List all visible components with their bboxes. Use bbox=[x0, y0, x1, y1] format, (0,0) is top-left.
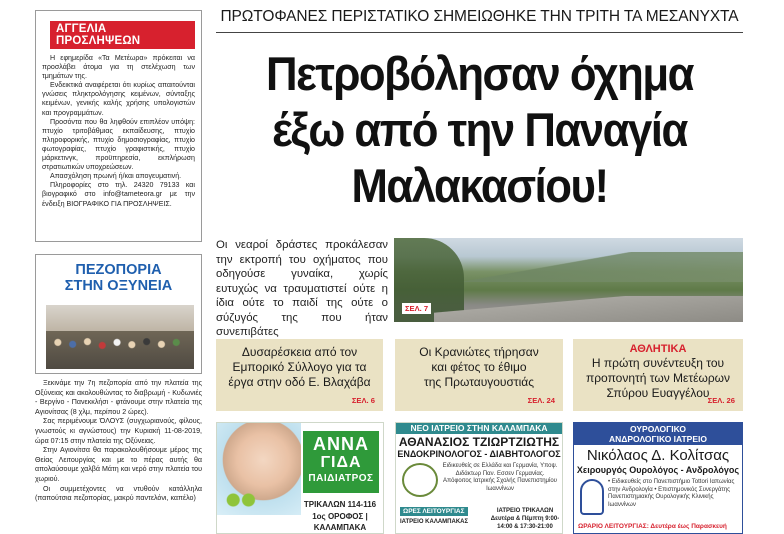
photo-page-ref: ΣΕΛ. 7 bbox=[402, 303, 431, 314]
uro-banner-line: ΟΥΡΟΛΟΓΙΚΟ bbox=[630, 424, 686, 434]
teaser-page-ref: ΣΕΛ. 6 bbox=[351, 396, 375, 405]
pediatrician-name-block bbox=[303, 431, 379, 493]
hike-title bbox=[36, 262, 201, 294]
photo-road bbox=[434, 296, 743, 322]
uro-doctor-name: Νικόλαος Δ. Κολίτσας bbox=[586, 447, 730, 464]
uro-credentials: • Ειδικευθείς στο Πανεπιστήμιο Tottori Ιαπωνίας στην Ανδρολογία • Επιστημονικός Συνεργάτης Πανεπιστημιακής Ουρολογικής Κλινικής Ιωαννίνων bbox=[608, 479, 735, 508]
teaser-line: Οι Κρανιώτες τήρησαν bbox=[419, 345, 539, 359]
headline-line: Μαλακασίου! bbox=[351, 159, 608, 212]
jobs-paragraph: Απασχόληση πρωινή ή/και απογευματινή. bbox=[50, 172, 182, 181]
jobs-paragraph: Ενδεικτικά αναφέρεται ότι κυρίως απαιτούνται γνώσεις πληκτρολόγησης κειμένων, σύνταξης κειμένων, γενικής καλής χρήσης υπολογιστών και προγραμμάτων. bbox=[42, 81, 195, 117]
teaser-line: Σπύρου Ευαγγέλου bbox=[606, 386, 710, 400]
teaser-sports[interactable] bbox=[573, 339, 743, 411]
jobs-notice-title: ΑΓΓΕΛΙΑ ΠΡΟΣΛΗΨΕΩΝ bbox=[50, 21, 195, 49]
hike-article-box bbox=[35, 254, 202, 374]
uro-hours: ΩΡΑΡΙΟ ΛΕΙΤΟΥΡΓΙΑΣ: Δευτέρα έως Παρασκευή bbox=[578, 523, 727, 530]
uro-banner bbox=[574, 423, 742, 445]
teaser-page-ref: ΣΕΛ. 24 bbox=[527, 396, 555, 405]
uro-banner-line: ΑΝΔΡΟΛΟΓΙΚΟ ΙΑΤΡΕΙΟ bbox=[609, 434, 707, 444]
uro-emblem-icon bbox=[580, 479, 604, 515]
endo-office-kalampaka: ΙΑΤΡΕΙΟ ΚΑΛΑΜΠΑΚΑΣ bbox=[400, 519, 469, 525]
hike-title-line: ΣΤΗΝ ΟΞΥΝΕΙΑ bbox=[64, 278, 173, 294]
pediatrician-title: ΠΑΙΔΙΑΤΡΟΣ bbox=[308, 473, 374, 484]
teaser-line: και φέτος το έθιμο bbox=[431, 360, 527, 374]
hike-group-photo bbox=[46, 305, 194, 369]
headline-line: Πετροβόλησαν όχημα bbox=[266, 47, 693, 100]
hike-paragraph: Στην Αγιονίτσα θα παρακολουθήσουμε μέρος της Θείας Λειτουργίας και με το πέρας αυτής θα απολαύσουμε χαλβά Μάτη και νερό στην πλατεία του χωριού. bbox=[35, 446, 202, 483]
teaser-section-label: ΑΘΛΗΤΙΚΑ bbox=[629, 343, 687, 355]
jobs-paragraph: Πληροφορίες στο τηλ. 24320 79133 και βιογραφικό στο info@tameteora.gr με την ένδειξη ΒΙΟΓΡΑΦΙΚΟ ΓΙΑ ΠΡΟΣΛΗΨΕΙΣ. bbox=[42, 181, 195, 208]
headline-line: έξω από την Παναγία bbox=[272, 103, 687, 156]
hike-article-text bbox=[35, 379, 202, 504]
pediatrician-address: ΤΡΙΚΑΛΩΝ 114-116 bbox=[303, 500, 377, 509]
endo-specialty: ΕΝΔΟΚΡΙΝΟΛΟΓΟΣ - ΔΙΑΒΗΤΟΛΟΓΟΣ bbox=[397, 449, 561, 459]
uro-specialty: Χειρουργός Ουρολόγος - Ανδρολόγος bbox=[576, 465, 740, 475]
teaser-line: της Πρωταυγουστιάς bbox=[423, 375, 535, 389]
teaser-line: Δυσαρέσκεια από τον bbox=[241, 345, 358, 359]
pediatrician-floor: 1ος ΟΡΟΦΟΣ | ΚΑΛΑΜΠΑΚΑ bbox=[312, 512, 368, 532]
story-kicker: ΠΡΩΤΟΦΑΝΕΣ ΠΕΡΙΣΤΑΤΙΚΟ ΣΗΜΕΙΩΘΗΚΕ ΤΗΝ ΤΡΙΤΗ ΤΑ ΜΕΣΑΝΥΧΤΑ bbox=[220, 8, 739, 25]
endo-logo-icon bbox=[402, 463, 438, 497]
hike-paragraph: Σας περιμένουμε ΌΛΟΥΣ (συγχωριανούς, φίλους, γνωστούς κι αγνώστους) την Κυριακή 11-08-2019, ώρα 07:15 στην πλατεία της Οξύνειας. bbox=[35, 417, 202, 445]
teaser-line: έργα στην οδό Ε. Βλαχάβα bbox=[228, 375, 371, 389]
ad-pediatrician[interactable] bbox=[216, 422, 384, 534]
hike-title-line: ΠΕΖΟΠΟΡΙΑ bbox=[75, 262, 162, 278]
hike-paragraph: Ξεκινάμε την 7η πεζοπορία από την πλατεία της Οξύνειας και ακολουθώντας το διαβρωμή - Κυδωνιές - Βεργίνο - Πανεκκλήσι - φτάνουμε στην πλατεία της Αγιονίτσας (8 χλμ, περίπου 2 ώρες). bbox=[35, 379, 202, 416]
flower-logo-icon bbox=[223, 491, 257, 509]
main-headline[interactable] bbox=[234, 46, 724, 214]
teaser-line: Η πρώτη συνέντευξη του bbox=[591, 356, 725, 370]
endo-hours-label: ΩΡΕΣ ΛΕΙΤΟΥΡΓΙΑΣ bbox=[400, 507, 468, 516]
endo-banner: ΝΕΟ ΙΑΤΡΕΙΟ ΣΤΗΝ ΚΑΛΑΜΠΑΚΑ bbox=[396, 423, 562, 434]
endo-office-trikala: ΙΑΤΡΕΙΟ ΤΡΙΚΑΛΩΝ Δευτέρα & Πέμπτη 9:00-14:00 & 17:30-21:00 bbox=[490, 508, 560, 530]
ad-endocrinologist[interactable] bbox=[395, 422, 563, 534]
ad-urologist[interactable] bbox=[573, 422, 743, 534]
teaser-line: προπονητή των Μετέωρων bbox=[585, 371, 731, 385]
jobs-paragraph: Προσόντα που θα ληφθούν επιπλέον υπόψη: πτυχίο τριτοβάθμιας εκπαίδευσης, πτυχίο πληροφορικής, πτυχίο δημοσιογραφίας, πτυχίο φωτογραφίας, πτυχίο γραφιστικής, πτυχίο μάρκετινγκ, προϋπηρεσία, εκπλήρωση στρατιωτικών υποχρεώσεων. bbox=[42, 117, 195, 172]
hike-paragraph: Οι συμμετέχοντες να ντυθούν κατάλληλα (παπούτσια πεζοπορίας, μακρύ παντελόνι, καπέλο) bbox=[35, 484, 202, 503]
pediatrician-last-name: ΓΙΔΑ bbox=[320, 454, 362, 471]
kicker-divider bbox=[216, 32, 743, 33]
teaser-line: Εμπορικό Σύλλογο για τα bbox=[232, 360, 367, 374]
endo-doctor-name: ΑΘΑΝΑΣΙΟΣ ΤΖΙΩΡΤΖΙΩΤΗΣ bbox=[398, 435, 560, 449]
story-photo bbox=[394, 238, 743, 322]
jobs-notice-text bbox=[42, 54, 195, 209]
teaser-kranies[interactable] bbox=[395, 339, 563, 411]
pediatrician-first-name: ΑΝΝΑ bbox=[313, 434, 369, 454]
endo-credentials: Ειδικευθείς σε Ελλάδα και Γερμανία, Υποψ. Διδάκτωρ Παν. Εσσεν Γερμανίας. Απόφοιτος Ιατρικής Σχολής Πανεπιστημίου Ιωαννίνων bbox=[442, 463, 558, 492]
hike-crowd bbox=[46, 331, 194, 369]
jobs-paragraph: Η εφημερίδα «Τα Μετέωρα» πρόκειται να προσλάβει άτομα για τη στελέχωση των τμημάτων της. bbox=[42, 54, 195, 81]
teaser-page-ref: ΣΕΛ. 26 bbox=[707, 396, 735, 405]
jobs-notice-box bbox=[35, 10, 202, 242]
story-lead: Οι νεαροί δράστες προκάλεσαν την εκτροπή του οχήματος που οδηγούσε γυναίκα, χωρίς ευτυχώς να τραυματιστεί ούτε η ίδια ούτε το παιδί της ούτε ο σύζυγός της που ήταν συνεπιβάτες bbox=[216, 239, 388, 338]
teaser-merchants[interactable] bbox=[216, 339, 383, 411]
